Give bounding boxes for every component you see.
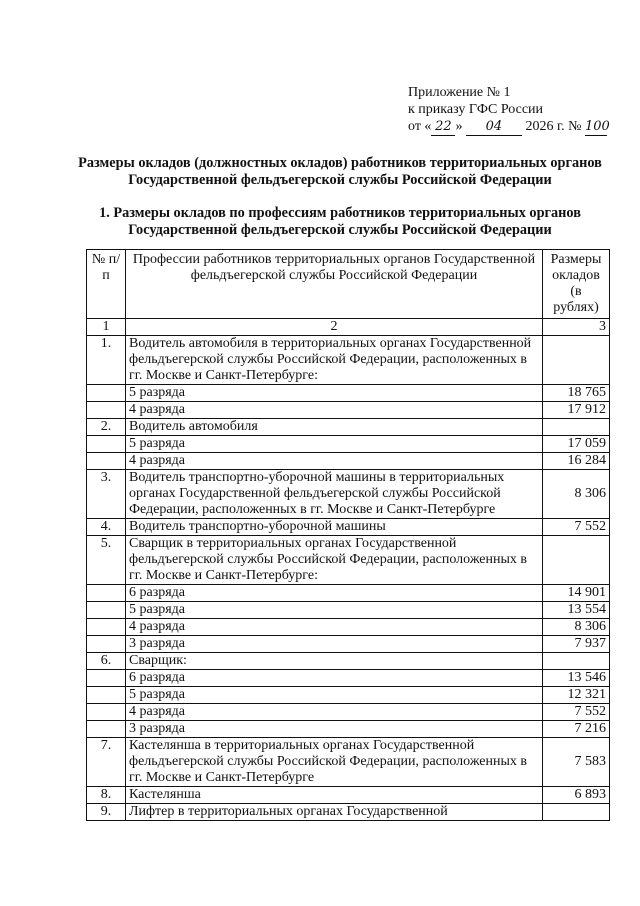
row-salary-cell: 13 546: [543, 670, 610, 687]
row-num-cell: [87, 687, 126, 704]
row-salary-cell: 6 893: [543, 787, 610, 804]
row-num-cell: 1.: [87, 336, 126, 385]
row-salary-cell: 8 306: [543, 470, 610, 519]
row-salary-cell: 7 552: [543, 704, 610, 721]
appendix-number: Приложение № 1: [408, 85, 511, 100]
row-num-cell: [87, 385, 126, 402]
date-prefix: от «: [408, 119, 432, 134]
table-row: [87, 602, 610, 619]
table-row: [87, 470, 610, 519]
handwritten-day: 22: [431, 118, 455, 136]
row-num-cell: 5.: [87, 536, 126, 585]
row-salary-cell: 17 912: [543, 402, 610, 419]
row-salary-cell: [543, 804, 610, 821]
row-profession-cell: 4 разряда: [126, 619, 543, 636]
index-cell: 3: [543, 319, 610, 336]
table-row: [87, 670, 610, 687]
row-profession-cell: 6 разряда: [126, 670, 543, 687]
row-salary-cell: 17 059: [543, 436, 610, 453]
row-num-cell: 6.: [87, 653, 126, 670]
row-num-cell: 8.: [87, 787, 126, 804]
row-num-cell: 7.: [87, 738, 126, 787]
section-title: 1. Размеры окладов по профессиям работников территориальных органов Государственной фельдъегерской службы Российской Федерации: [99, 205, 581, 238]
row-salary-cell: 7 583: [543, 738, 610, 787]
row-num-cell: 2.: [87, 419, 126, 436]
row-salary-cell: 8 306: [543, 619, 610, 636]
table-row: [87, 721, 610, 738]
row-num-cell: [87, 619, 126, 636]
row-num-cell: [87, 453, 126, 470]
table-row: [87, 619, 610, 636]
table-row: [87, 402, 610, 419]
row-profession-cell: 5 разряда: [126, 385, 543, 402]
row-num-cell: [87, 585, 126, 602]
table-row: [87, 336, 610, 385]
row-profession-cell: 4 разряда: [126, 402, 543, 419]
row-num-cell: 3.: [87, 470, 126, 519]
row-num-cell: [87, 436, 126, 453]
table-row: [87, 536, 610, 585]
row-num-cell: [87, 704, 126, 721]
table-row: [87, 653, 610, 670]
row-salary-cell: 7 552: [543, 519, 610, 536]
row-salary-cell: 7 216: [543, 721, 610, 738]
salary-table: [86, 249, 610, 821]
row-salary-cell: 18 765: [543, 385, 610, 402]
row-salary-cell: [543, 536, 610, 585]
date-year: 2026 г. №: [525, 119, 582, 134]
appendix-block: [408, 84, 610, 136]
handwritten-order-number: 100: [584, 119, 610, 134]
row-salary-cell: 7 937: [543, 636, 610, 653]
row-profession-cell: 3 разряда: [126, 636, 543, 653]
row-profession-cell: 6 разряда: [126, 585, 543, 602]
table-row: [87, 687, 610, 704]
row-num-cell: [87, 602, 126, 619]
row-profession-cell: Сварщик в территориальных органах Государственной фельдъегерской службы Российской Федерации, расположенных в гг. Москве и Санкт-Петербурге:: [126, 536, 543, 585]
index-cell: 1: [87, 319, 126, 336]
row-profession-cell: 5 разряда: [126, 687, 543, 704]
table-row: [87, 738, 610, 787]
table-row: [87, 419, 610, 436]
row-profession-cell: 4 разряда: [126, 453, 543, 470]
appendix-date-line: [408, 118, 610, 136]
header-num: № п/п: [87, 250, 126, 319]
row-salary-cell: [543, 419, 610, 436]
row-num-cell: [87, 636, 126, 653]
document-title: Размеры окладов (должностных окладов) работников территориальных органов Государственной фельдъегерской службы Российской Федерации: [78, 155, 602, 188]
table-row: [87, 704, 610, 721]
row-salary-cell: [543, 336, 610, 385]
table-row: [87, 585, 610, 602]
row-salary-cell: 13 554: [543, 602, 610, 619]
row-salary-cell: 14 901: [543, 585, 610, 602]
table-header-row: [87, 250, 610, 319]
table-row: [87, 453, 610, 470]
header-salary: Размеры окладов (в рублях): [543, 250, 610, 319]
row-salary-cell: [543, 653, 610, 670]
row-salary-cell: 16 284: [543, 453, 610, 470]
table-row: [87, 804, 610, 821]
row-profession-cell: Сварщик:: [126, 653, 543, 670]
table-row: [87, 436, 610, 453]
table-row: [87, 519, 610, 536]
row-profession-cell: Водитель автомобиля в территориальных органах Государственной фельдъегерской службы Российской Федерации, расположенных в гг. Москве и Санкт-Петербурге:: [126, 336, 543, 385]
row-profession-cell: Водитель автомобиля: [126, 419, 543, 436]
table-row: [87, 787, 610, 804]
handwritten-month: 04: [466, 118, 522, 136]
row-profession-cell: Лифтер в территориальных органах Государственной: [126, 804, 543, 821]
row-num-cell: 4.: [87, 519, 126, 536]
row-profession-cell: 5 разряда: [126, 602, 543, 619]
row-num-cell: 9.: [87, 804, 126, 821]
date-mid: »: [455, 119, 463, 134]
header-profession: Профессии работников территориальных органов Государственной фельдъегерской службы Российской Федерации: [126, 250, 543, 319]
table-row: [87, 636, 610, 653]
row-profession-cell: Кастелянша в территориальных органах Государственной фельдъегерской службы Российской Федерации, расположенных в гг. Москве и Санкт-Петербурге: [126, 738, 543, 787]
row-num-cell: [87, 721, 126, 738]
table-row: [87, 385, 610, 402]
row-num-cell: [87, 402, 126, 419]
row-profession-cell: 5 разряда: [126, 436, 543, 453]
row-salary-cell: 12 321: [543, 687, 610, 704]
row-profession-cell: Кастелянша: [126, 787, 543, 804]
row-profession-cell: 3 разряда: [126, 721, 543, 738]
row-profession-cell: Водитель транспортно-уборочной машины: [126, 519, 543, 536]
row-profession-cell: 4 разряда: [126, 704, 543, 721]
appendix-order-ref: к приказу ГФС России: [408, 102, 544, 117]
table-index-row: [87, 319, 610, 336]
row-num-cell: [87, 670, 126, 687]
row-profession-cell: Водитель транспортно-уборочной машины в территориальных органах Государственной фельдъегерской службы Российской Федерации, расположенных в гг. Москве и Санкт-Петербурге: [126, 470, 543, 519]
index-cell: 2: [126, 319, 543, 336]
